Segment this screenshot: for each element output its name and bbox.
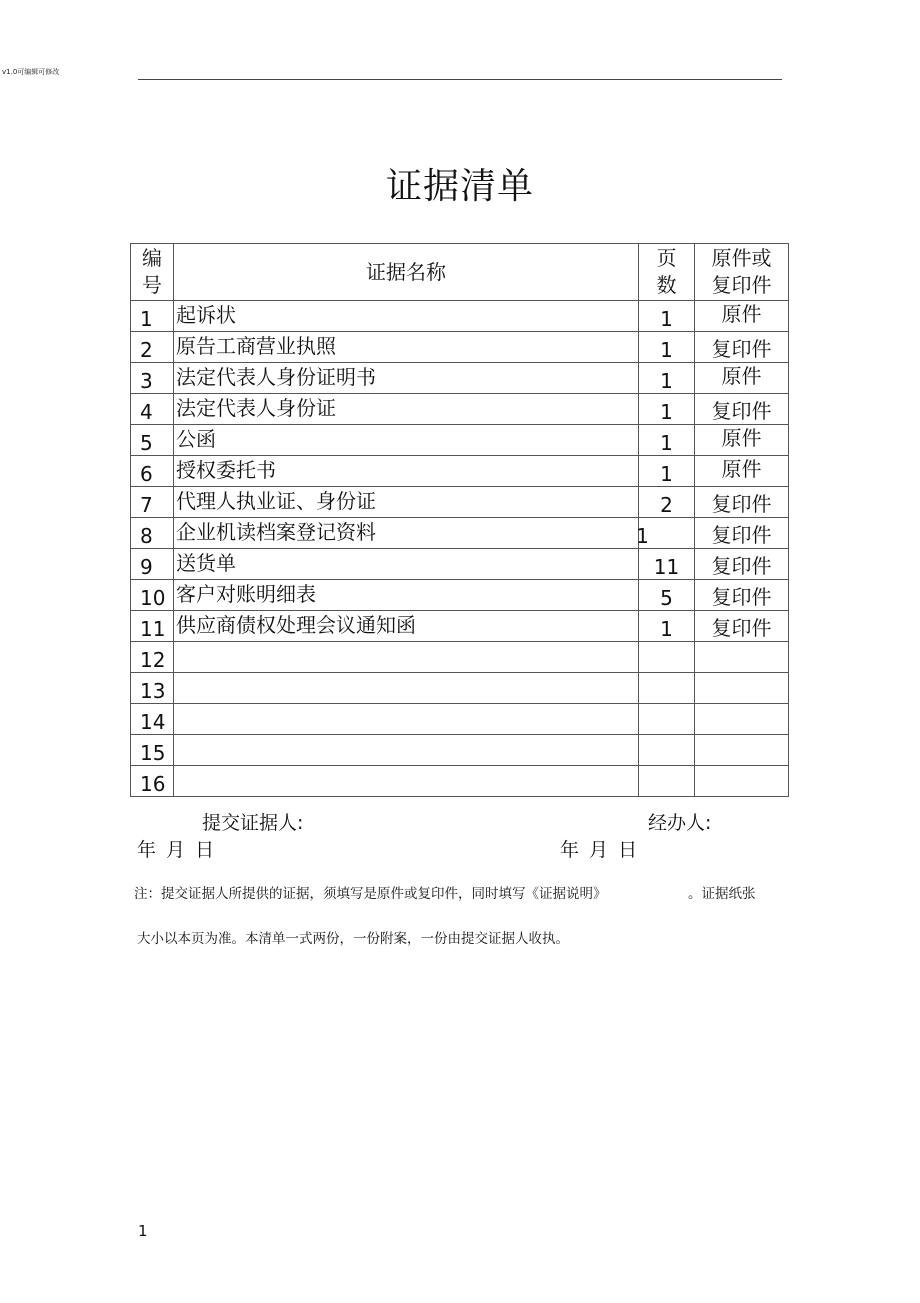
row-page-count-value: 1: [660, 617, 673, 641]
row-page-count: [639, 549, 695, 580]
row-page-count-value: 5: [660, 586, 673, 610]
table-row: [131, 580, 789, 611]
row-page-count: [639, 332, 695, 363]
row-original-or-copy-value: 复印件: [711, 616, 772, 640]
row-page-count-value: 1: [660, 462, 673, 486]
header-pages: [639, 244, 695, 301]
row-page-count: [639, 456, 695, 487]
header-number-line1: 编: [142, 246, 162, 270]
row-original-or-copy: [695, 642, 789, 673]
row-evidence-name: 法定代表人身份证明书: [174, 363, 639, 394]
row-original-or-copy: [695, 580, 789, 611]
submitter-label: 提交证据人:: [202, 812, 304, 834]
row-original-or-copy: [695, 487, 789, 518]
row-page-count: [639, 704, 695, 735]
row-evidence-name: 送货单: [174, 549, 639, 580]
row-page-count-value: 1: [660, 338, 673, 362]
row-evidence-name: 法定代表人身份证: [174, 394, 639, 425]
table-header-row: [131, 244, 789, 301]
row-page-count: [639, 425, 695, 456]
row-original-or-copy: [695, 301, 789, 332]
table-row: [131, 611, 789, 642]
row-original-or-copy-value: 原件: [721, 302, 762, 326]
row-original-or-copy-value: 复印件: [711, 554, 772, 578]
row-number: 16: [131, 766, 174, 797]
row-number: 13: [131, 673, 174, 704]
row-original-or-copy-value: 原件: [721, 364, 762, 388]
header-number: [131, 244, 174, 301]
row-number: 15: [131, 735, 174, 766]
row-evidence-name: [174, 704, 639, 735]
table-row: [131, 549, 789, 580]
submitter-date: 年 月 日: [137, 839, 215, 861]
row-page-count: [639, 363, 695, 394]
handler-date: 年 月 日: [560, 839, 638, 861]
version-label: v1.0可编辑可修改: [2, 68, 60, 76]
row-evidence-name: [174, 673, 639, 704]
row-page-count-value: 1: [636, 524, 649, 548]
row-original-or-copy-value: 复印件: [711, 492, 772, 516]
row-page-count: [639, 735, 695, 766]
row-original-or-copy-value: 原件: [721, 426, 762, 450]
row-original-or-copy-value: 复印件: [711, 399, 772, 423]
table-row: [131, 363, 789, 394]
row-original-or-copy-value: 复印件: [711, 523, 772, 547]
row-page-count-value: 2: [660, 493, 673, 517]
table-row: [131, 704, 789, 735]
table-row: [131, 642, 789, 673]
row-page-count-value: 1: [660, 307, 673, 331]
evidence-table: [130, 243, 789, 797]
row-original-or-copy-value: 复印件: [711, 337, 772, 361]
row-number: 2: [131, 332, 174, 363]
row-original-or-copy: [695, 332, 789, 363]
row-number: 7: [131, 487, 174, 518]
row-page-count: [639, 301, 695, 332]
header-evidence-name: 证据名称: [174, 244, 639, 301]
row-page-count: [639, 394, 695, 425]
row-evidence-name: [174, 766, 639, 797]
header-original-or-copy: [695, 244, 789, 301]
row-page-count: [639, 611, 695, 642]
row-original-or-copy: [695, 518, 789, 549]
row-original-or-copy-value: 原件: [721, 457, 762, 481]
row-original-or-copy: [695, 673, 789, 704]
note-line1: 注：提交证据人所提供的证据，须填写是原件或复印件，同时填写《证据说明》: [134, 886, 607, 902]
handler-label: 经办人:: [648, 812, 712, 834]
header-pages-line2: 数: [656, 273, 677, 297]
table-row: [131, 487, 789, 518]
row-evidence-name: 公函: [174, 425, 639, 456]
row-number: 4: [131, 394, 174, 425]
row-number: 14: [131, 704, 174, 735]
row-original-or-copy: [695, 704, 789, 735]
row-original-or-copy: [695, 363, 789, 394]
row-evidence-name: 供应商债权处理会议通知函: [174, 611, 639, 642]
row-original-or-copy: [695, 611, 789, 642]
table-row: [131, 425, 789, 456]
row-evidence-name: 原告工商营业执照: [174, 332, 639, 363]
row-evidence-name: 授权委托书: [174, 456, 639, 487]
header-type-line1: 原件或: [711, 246, 772, 270]
table-row: [131, 394, 789, 425]
header-type-line2: 复印件: [711, 273, 772, 297]
row-evidence-name: [174, 642, 639, 673]
row-page-count: [639, 580, 695, 611]
row-original-or-copy: [695, 549, 789, 580]
table-row: [131, 332, 789, 363]
row-original-or-copy: [695, 425, 789, 456]
row-page-count: [639, 673, 695, 704]
row-original-or-copy: [695, 735, 789, 766]
row-number: 12: [131, 642, 174, 673]
page-number: 1: [138, 1222, 148, 1240]
row-page-count: [636, 518, 695, 549]
table-row: [131, 301, 789, 332]
row-page-count-value: 1: [660, 400, 673, 424]
row-page-count: [639, 487, 695, 518]
row-evidence-name: 代理人执业证、身份证: [174, 487, 639, 518]
row-evidence-name: 企业机读档案登记资料: [174, 518, 639, 549]
note-line1-end: 。证据纸张: [688, 886, 756, 902]
row-evidence-name: [174, 735, 639, 766]
row-page-count-value: 11: [653, 555, 680, 579]
row-number: 1: [131, 301, 174, 332]
row-page-count: [639, 642, 695, 673]
header-rule: [138, 79, 782, 80]
row-number: 10: [131, 580, 174, 611]
row-original-or-copy: [695, 456, 789, 487]
header-number-line2: 号: [142, 273, 162, 297]
row-original-or-copy-value: 复印件: [711, 585, 772, 609]
table-row: [131, 456, 789, 487]
table-row: [131, 766, 789, 797]
row-number: 8: [131, 518, 174, 549]
table-row: [131, 735, 789, 766]
row-original-or-copy: [695, 766, 789, 797]
row-number: 9: [131, 549, 174, 580]
row-number: 5: [131, 425, 174, 456]
row-number: 3: [131, 363, 174, 394]
row-number: 6: [131, 456, 174, 487]
row-evidence-name: 起诉状: [174, 301, 639, 332]
row-page-count-value: 1: [660, 369, 673, 393]
document-title: 证据清单: [385, 166, 534, 207]
table-row: [131, 673, 789, 704]
header-pages-line1: 页: [656, 246, 677, 270]
row-evidence-name: 客户对账明细表: [174, 580, 639, 611]
row-original-or-copy: [695, 394, 789, 425]
row-page-count: [639, 766, 695, 797]
note-line2: 大小以本页为准。本清单一式两份，一份附案，一份由提交证据人收执。: [137, 931, 569, 947]
row-page-count-value: 1: [660, 431, 673, 455]
row-number: 11: [131, 611, 174, 642]
table-row: [131, 518, 789, 549]
